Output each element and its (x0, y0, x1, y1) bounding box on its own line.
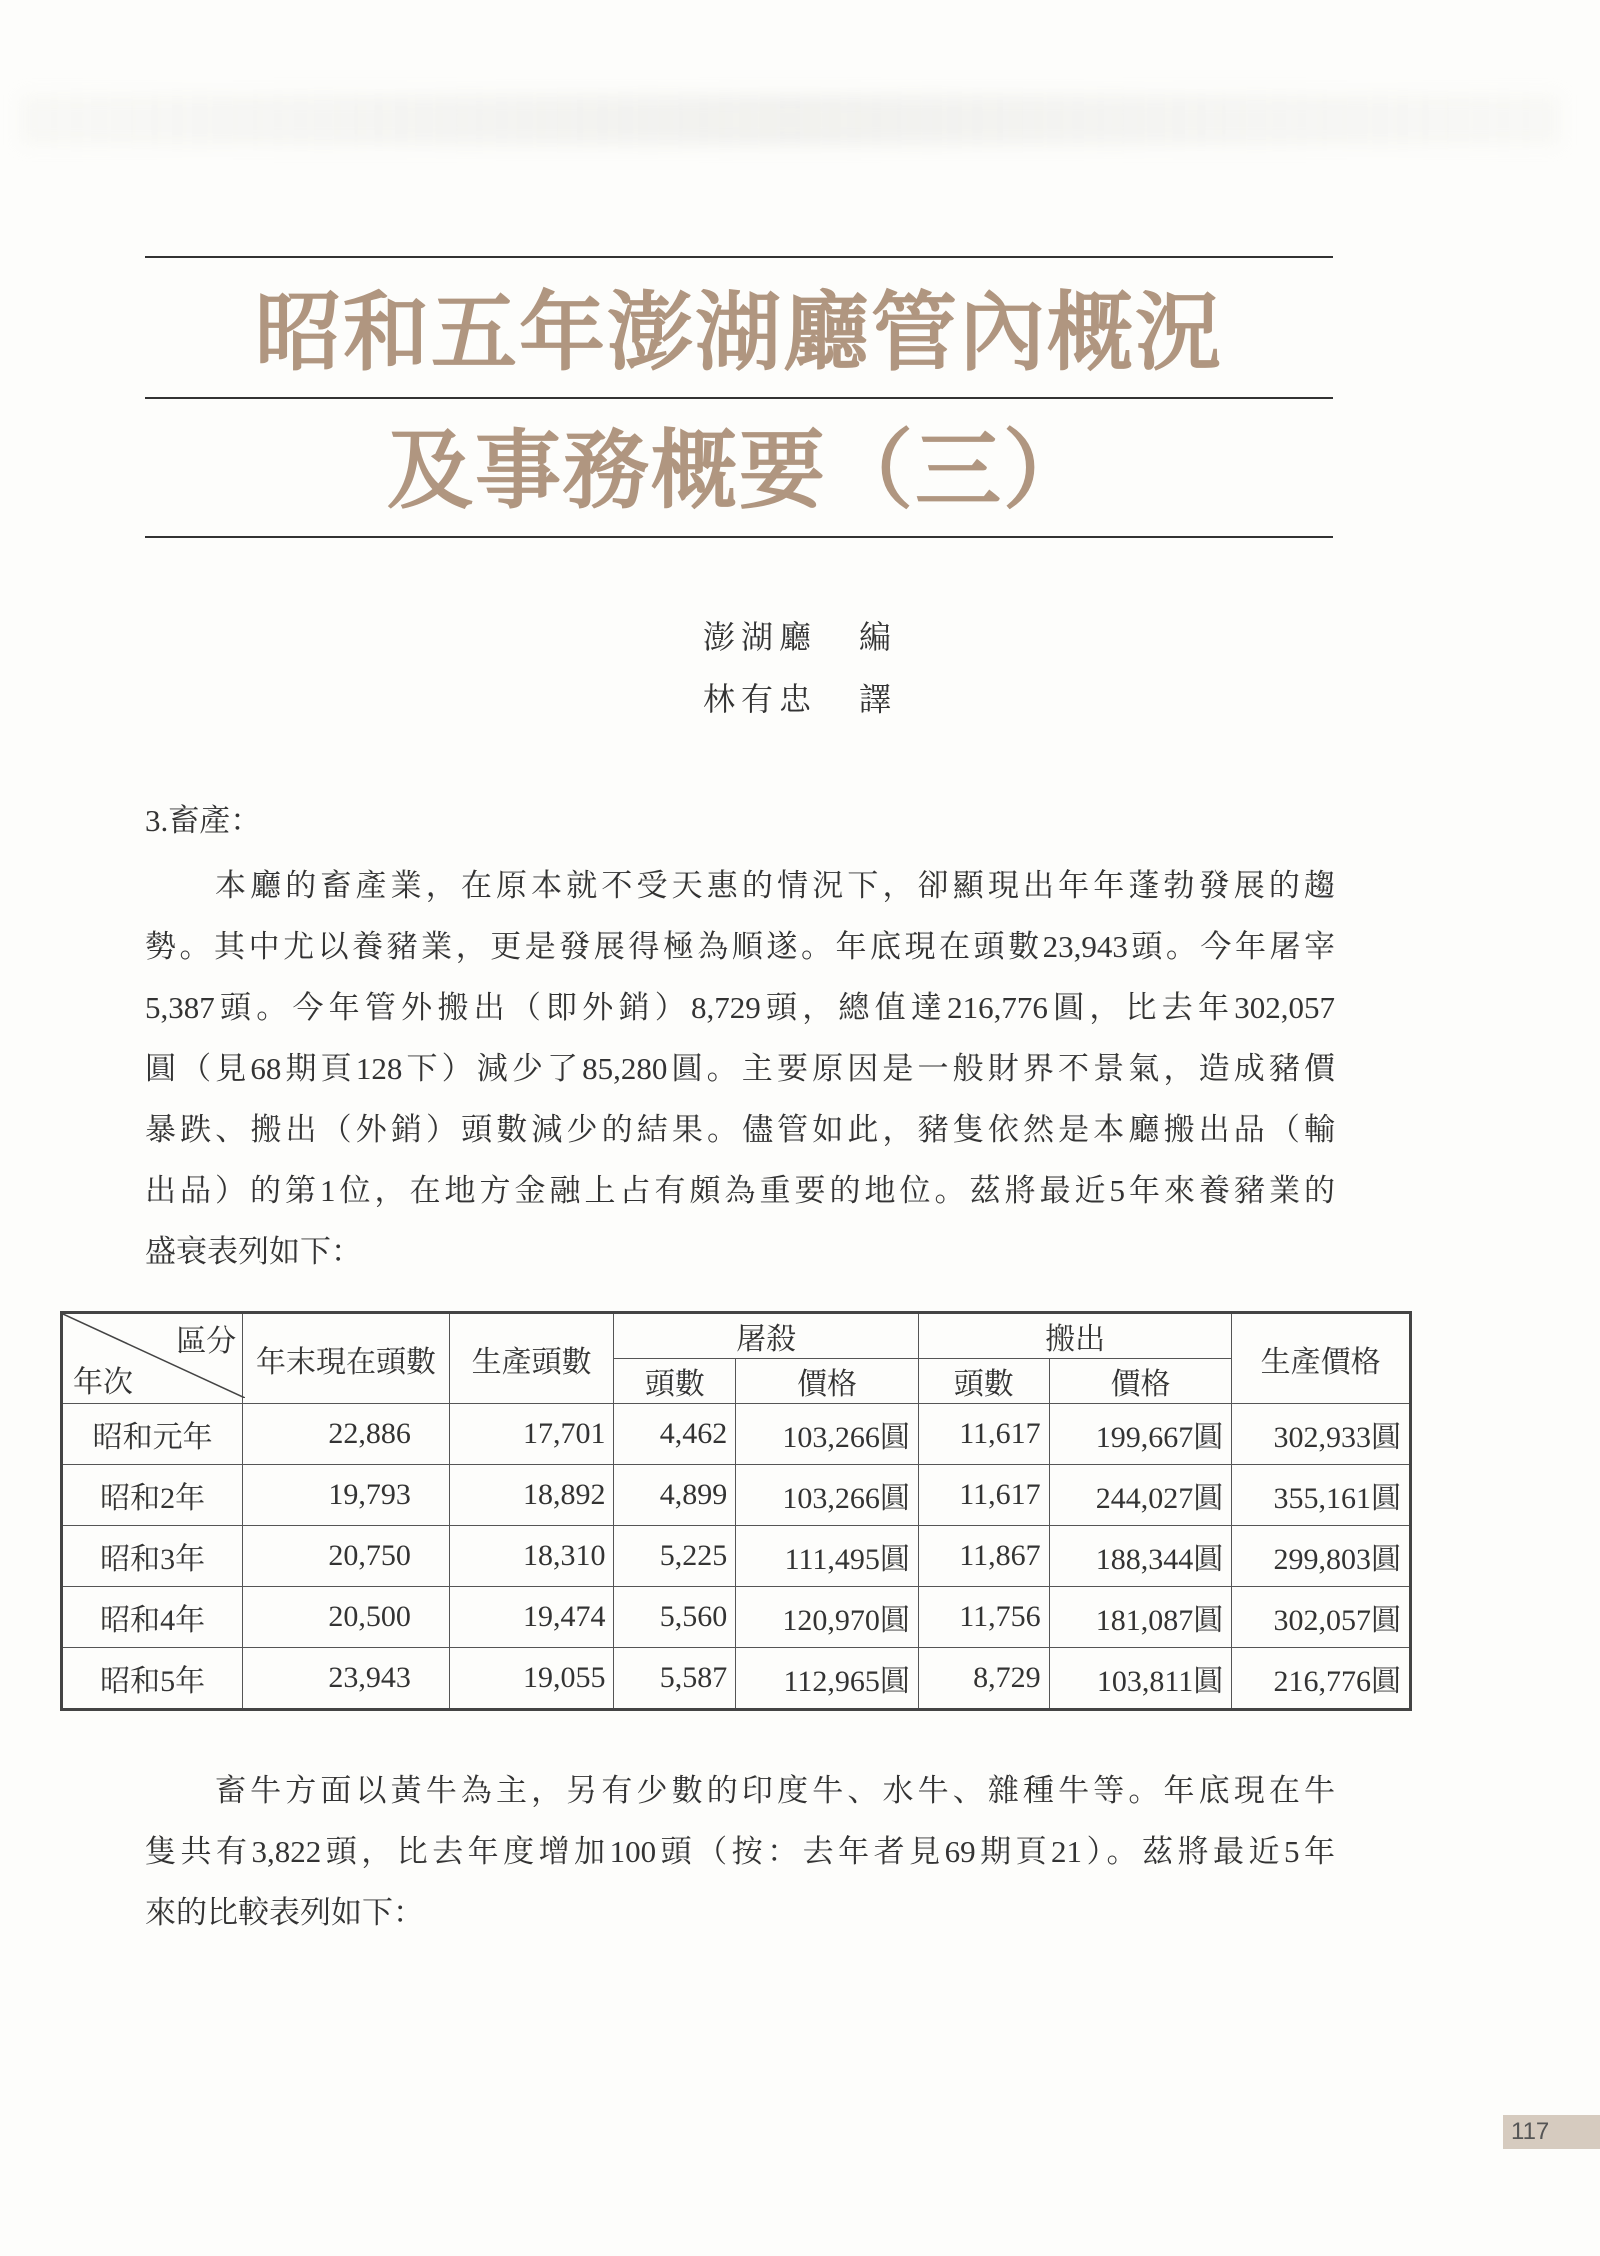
table-cell: 103,811圓 (1049, 1648, 1232, 1710)
table-cell: 5,587 (614, 1648, 736, 1710)
header-slaughter-count: 頭數 (614, 1359, 736, 1404)
table-cell: 111,495圓 (736, 1526, 919, 1587)
table-cell: 188,344圓 (1049, 1526, 1232, 1587)
table-cell: 112,965圓 (736, 1648, 919, 1710)
title-rule-middle (145, 397, 1333, 399)
table-cell: 244,027圓 (1049, 1465, 1232, 1526)
table-row (62, 1648, 1411, 1710)
pig-statistics-table (60, 1311, 1412, 1711)
table-cell: 20,500 (243, 1587, 450, 1648)
row-year-cell: 昭和3年 (62, 1526, 243, 1587)
paragraph-line: 隻共有3,822頭，比去年度增加100頭（按：去年者見69期頁21）。茲將最近5年 (145, 1834, 1335, 1869)
table-cell: 216,776圓 (1232, 1648, 1411, 1710)
table-cell: 22,886 (243, 1404, 450, 1465)
author-name: 林有忠 (702, 681, 817, 717)
section-heading: 3.畜產： (145, 803, 262, 838)
table-cell: 8,729 (918, 1648, 1049, 1710)
table-cell: 181,087圓 (1049, 1587, 1232, 1648)
paragraph-line: 盛衰表列如下： (145, 1234, 362, 1269)
author-translator (0, 674, 1600, 720)
paragraph-line: 圓（見68期頁128下）減少了85,280圓。主要原因是一般財界不景氣，造成豬價 (145, 1051, 1335, 1086)
table-cell: 302,057圓 (1232, 1587, 1411, 1648)
title-line-1: 昭和五年澎湖廳管內概況 (255, 285, 1223, 381)
table-row (62, 1404, 1411, 1465)
author-name: 澎湖廳 (702, 619, 817, 655)
row-year-cell: 昭和2年 (62, 1465, 243, 1526)
table-cell: 19,055 (449, 1648, 614, 1710)
header-export-count: 頭數 (918, 1359, 1049, 1404)
author-editor (0, 612, 1600, 658)
table-cell: 19,474 (449, 1587, 614, 1648)
paragraph-line: 5,387頭。今年管外搬出（即外銷）8,729頭，總值達216,776圓，比去年302,057 (145, 990, 1335, 1025)
header-production: 生產頭數 (449, 1313, 614, 1404)
table-cell: 23,943 (243, 1648, 450, 1710)
paragraph-line: 暴跌、搬出（外銷）頭數減少的結果。儘管如此，豬隻依然是本廳搬出品（輸 (145, 1112, 1335, 1147)
table-row (62, 1526, 1411, 1587)
corner-header (62, 1313, 243, 1404)
page-number: 117 (1503, 2115, 1600, 2149)
table-cell: 5,225 (614, 1526, 736, 1587)
paragraph-line: 本廳的畜產業，在原本就不受天惠的情況下，卻顯現出年年蓬勃發展的趨 (215, 868, 1335, 903)
table-cell: 18,310 (449, 1526, 614, 1587)
table-cell: 5,560 (614, 1587, 736, 1648)
paragraph-line: 來的比較表列如下： (145, 1895, 424, 1930)
header-export: 搬出 (918, 1313, 1231, 1359)
table-cell: 4,899 (614, 1465, 736, 1526)
table-cell: 19,793 (243, 1465, 450, 1526)
table-row (62, 1465, 1411, 1526)
author-role: 譯 (859, 681, 898, 717)
table-cell: 299,803圓 (1232, 1526, 1411, 1587)
corner-label-year: 年次 (73, 1366, 133, 1399)
table-cell: 120,970圓 (736, 1587, 919, 1648)
table-cell: 355,161圓 (1232, 1465, 1411, 1526)
table-cell: 4,462 (614, 1404, 736, 1465)
table-cell: 11,617 (918, 1465, 1049, 1526)
header-slaughter-price: 價格 (736, 1359, 919, 1404)
title-rule-bottom (145, 536, 1333, 538)
row-year-cell: 昭和5年 (62, 1648, 243, 1710)
table-cell: 11,617 (918, 1404, 1049, 1465)
header-slaughter: 屠殺 (614, 1313, 918, 1359)
header-year-end: 年末現在頭數 (243, 1313, 450, 1404)
scan-smudge (20, 95, 1560, 145)
table-row (62, 1587, 1411, 1648)
paragraph-line: 出品）的第1位，在地方金融上占有頗為重要的地位。茲將最近5年來養豬業的 (145, 1173, 1335, 1208)
row-year-cell: 昭和元年 (62, 1404, 243, 1465)
title-line-2: 及事務概要（三） (387, 423, 1091, 519)
paragraph-line: 勢。其中尤以養豬業，更是發展得極為順遂。年底現在頭數23,943頭。今年屠宰 (145, 929, 1335, 964)
title-rule-top (145, 256, 1333, 258)
table-cell: 199,667圓 (1049, 1404, 1232, 1465)
row-year-cell: 昭和4年 (62, 1587, 243, 1648)
table-cell: 302,933圓 (1232, 1404, 1411, 1465)
header-export-price: 價格 (1049, 1359, 1232, 1404)
table-cell: 18,892 (449, 1465, 614, 1526)
table-cell: 11,867 (918, 1526, 1049, 1587)
table-cell: 17,701 (449, 1404, 614, 1465)
table-cell: 11,756 (918, 1587, 1049, 1648)
table-cell: 103,266圓 (736, 1404, 919, 1465)
table-cell: 20,750 (243, 1526, 450, 1587)
table-cell: 103,266圓 (736, 1465, 919, 1526)
paragraph-line: 畜牛方面以黃牛為主，另有少數的印度牛、水牛、雜種牛等。年底現在牛 (215, 1773, 1335, 1808)
corner-label-category: 區分 (176, 1325, 237, 1358)
header-production-value: 生產價格 (1232, 1313, 1411, 1404)
author-role: 編 (859, 619, 898, 655)
